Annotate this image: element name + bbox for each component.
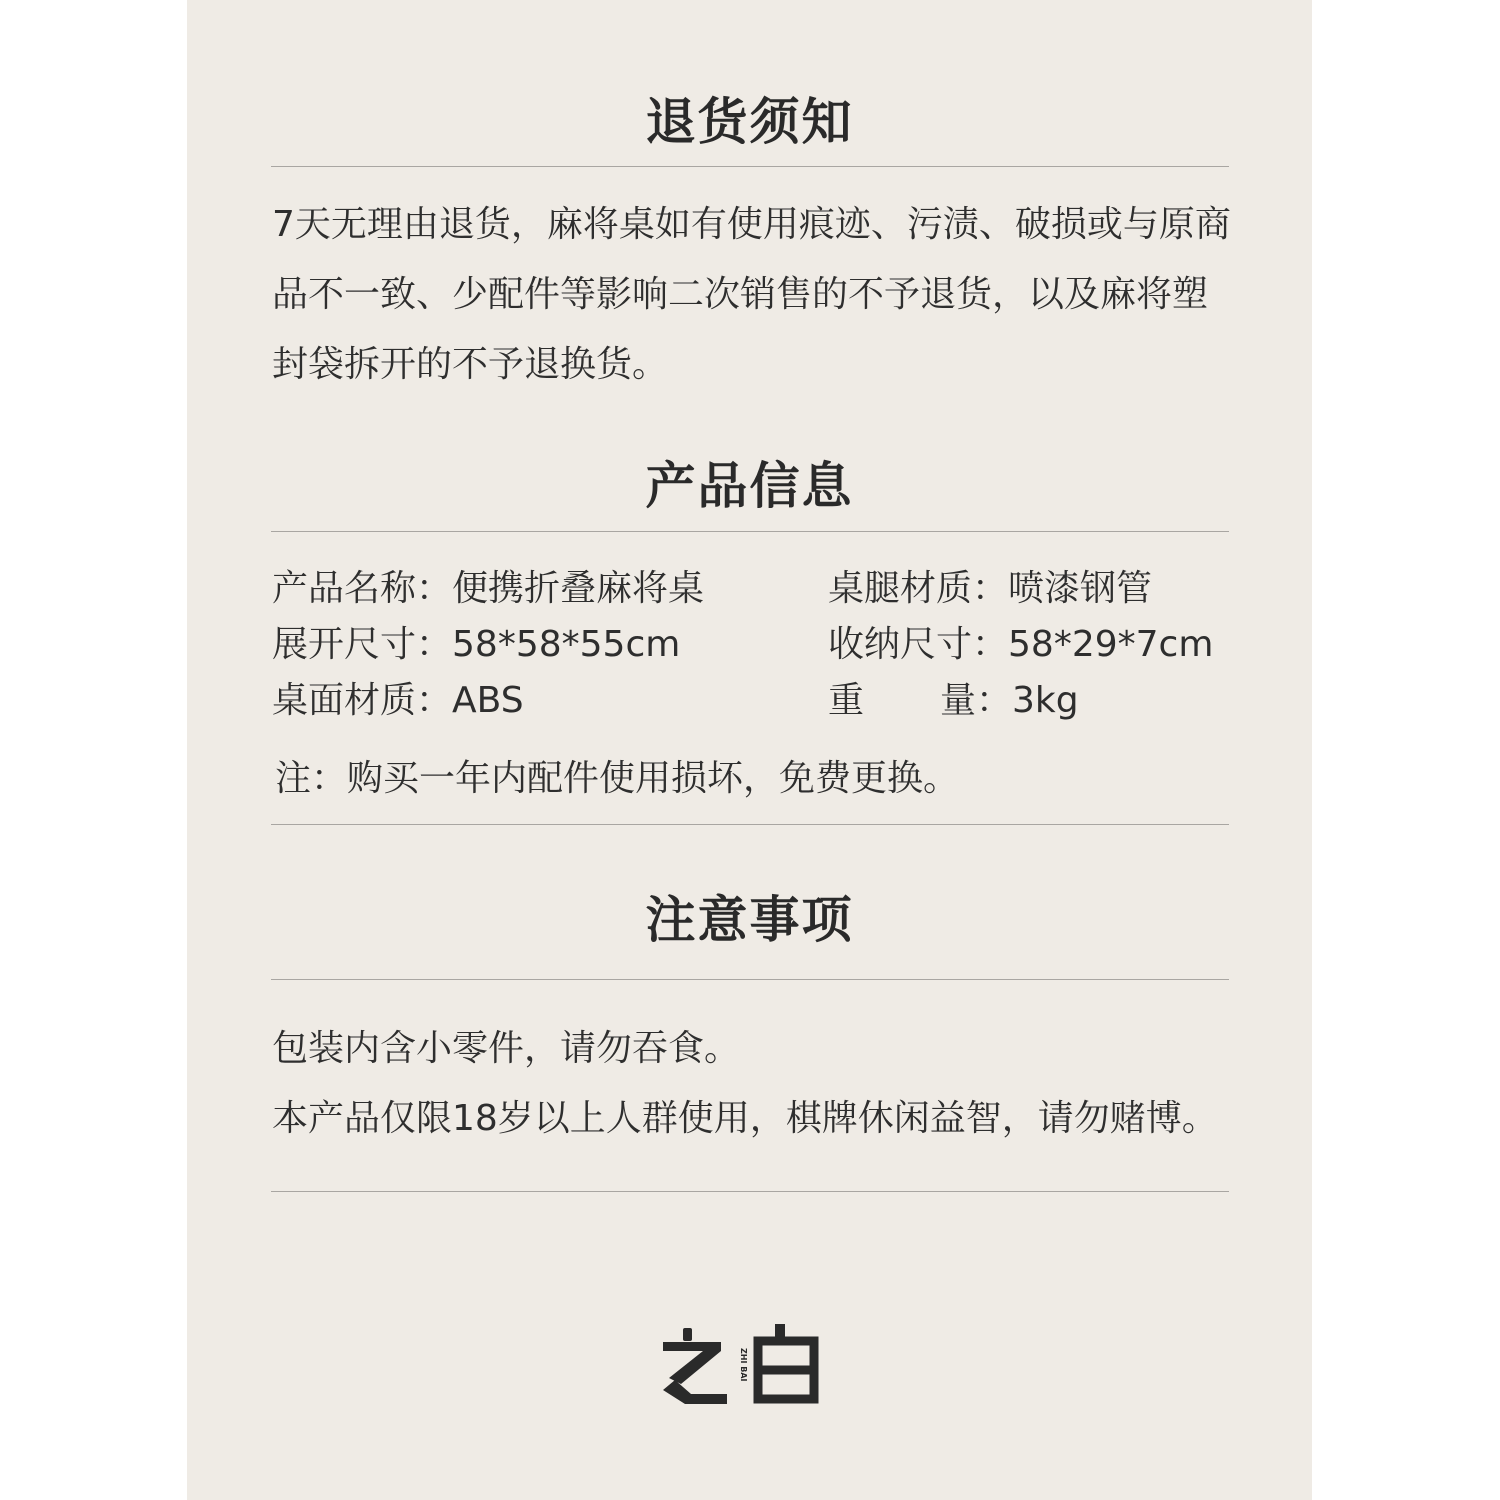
notice-line-small-parts: 包装内含小零件，请勿吞食。 — [272, 1028, 741, 1069]
spec-product-name — [272, 566, 704, 612]
spec-tabletop-material — [272, 678, 524, 724]
spec-value: 便携折叠麻将桌 — [452, 568, 705, 609]
divider — [271, 824, 1229, 825]
spec-label: 重 — [828, 680, 865, 721]
spec-folded-size — [828, 622, 1213, 668]
spec-label: 产品名称： — [272, 568, 453, 609]
info-panel — [187, 0, 1312, 1500]
spec-leg-material — [828, 566, 1152, 612]
spec-weight — [828, 678, 1079, 724]
warranty-note: 注：购买一年内配件使用损坏，免费更换。 — [275, 758, 960, 799]
divider — [271, 1191, 1229, 1192]
returns-policy-text: 7天无理由退货，麻将桌如有使用痕迹、污渍、破损或与原商品不一致、少配件等影响二次销售的不予退货，以及麻将塑封袋拆开的不予退换货。 — [272, 204, 1231, 385]
spec-value: 3kg — [1012, 680, 1079, 721]
notice-title: 注意事项 — [645, 891, 854, 949]
returns-title: 退货须知 — [645, 93, 854, 151]
spec-label-suffix: 量： — [940, 680, 1013, 721]
spec-value: 58*29*7cm — [1008, 624, 1214, 665]
spec-unfolded-size — [272, 622, 680, 668]
svg-text:ZHI BAI: ZHI BAI — [739, 1348, 748, 1382]
product-info-title: 产品信息 — [645, 457, 854, 515]
spec-label: 展开尺寸： — [272, 624, 453, 665]
spec-label: 收纳尺寸： — [828, 624, 1009, 665]
brand-logo — [657, 1318, 847, 1408]
divider — [271, 979, 1229, 980]
divider — [271, 166, 1229, 167]
brand-logo-mark — [657, 1318, 847, 1408]
spec-value: 58*58*55cm — [452, 624, 681, 665]
spec-value: 喷漆钢管 — [1008, 568, 1153, 609]
spec-label: 桌腿材质： — [828, 568, 1009, 609]
notice-line-age-limit: 本产品仅限18岁以上人群使用，棋牌休闲益智，请勿赌博。 — [272, 1098, 1218, 1139]
spec-label: 桌面材质： — [272, 680, 453, 721]
divider — [271, 531, 1229, 532]
spec-value: ABS — [452, 680, 524, 721]
